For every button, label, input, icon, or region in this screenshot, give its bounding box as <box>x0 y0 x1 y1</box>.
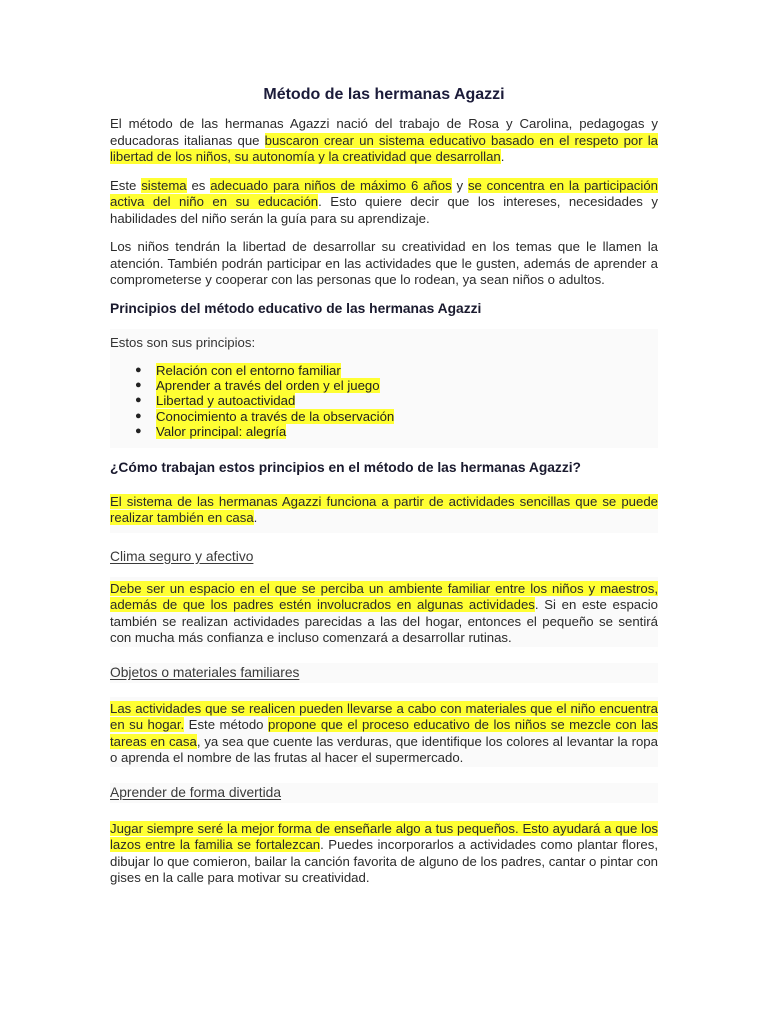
page-title: Método de las hermanas Agazzi <box>263 86 505 103</box>
highlighted-text: se concentra en la participación activa del niño en su educación <box>110 177 659 209</box>
intro-paragraph <box>110 116 658 166</box>
highlighted-text: Jugar siempre seré la mejor forma de enseñarle algo a tus pequeños. Esto ayudará a que los lazos entre la familia se fortalezcan <box>110 820 658 853</box>
highlighted-text: Debe ser un espacio en el que se perciba un ambiente familiar entre los niños y maestros, además de que los padres estén involucrados en algunas actividades <box>110 580 658 613</box>
how-box <box>110 494 658 533</box>
highlighted-text: adecuado para niños de máximo 6 años <box>210 177 452 193</box>
highlighted-text: sistema <box>141 177 187 193</box>
bullet-icon: ● <box>135 425 142 438</box>
principles-box <box>110 329 658 448</box>
text-span: . <box>253 510 258 526</box>
list-item <box>135 378 658 393</box>
highlighted-text: Las actividades que se realicen pueden llevarse a cabo con materiales que el niño encuentra en su hogar. <box>110 700 658 733</box>
bullet-icon: ● <box>135 394 142 407</box>
list-item <box>135 409 658 424</box>
list-item-label: Conocimiento a través de la observación <box>156 408 395 424</box>
objetos-box <box>110 697 658 767</box>
list-item-label: Valor principal: alegría <box>156 424 287 440</box>
text-span: , ya sea que cuente las verduras, que identifique los colores al levantar la ropa o aprenda el nombre de las frutas al hacer el supermercado. <box>110 733 658 766</box>
bullet-icon: ● <box>135 409 142 422</box>
bullet-icon: ● <box>135 378 142 391</box>
list-item-label: Relación con el entorno familiar <box>156 362 341 378</box>
text-span: . Puedes incorporarlos a actividades como plantar flores, dibujar lo que comieron, bailar la canción favorita de alguno de los padres, cantar o pintar con gises en la calle para motivar su creatividad. <box>110 837 658 886</box>
how-paragraph <box>110 494 658 527</box>
principles-list <box>110 363 658 440</box>
clima-box <box>110 577 658 647</box>
freedom-paragraph: Los niños tendrán la libertad de desarrollar su creatividad en los temas que le llamen la atención. También podrán participar en las actividades que le gusten, además de aprender a comprometerse y cooperar con las personas que lo rodean, ya sean niños o adultos. <box>110 239 658 287</box>
list-item-label: Libertad y autoactividad <box>156 393 296 409</box>
principles-intro: Estos son sus principios: <box>110 334 256 350</box>
list-item <box>135 363 658 378</box>
list-item <box>135 393 658 408</box>
text-span: es <box>186 177 211 193</box>
text-span: . Esto quiere decir que los intereses, necesidades y habilidades del niño serán la guía para su aprendizaje. <box>110 194 658 226</box>
subheading-clima: Clima seguro y afectivo <box>110 548 254 564</box>
subheading-divertida: Aprender de forma divertida <box>110 783 658 803</box>
list-item <box>135 424 658 439</box>
list-item-label: Aprender a través del orden y el juego <box>156 377 380 393</box>
how-heading: ¿Cómo trabajan estos principios en el método de las hermanas Agazzi? <box>110 459 581 475</box>
text-span: El método de las hermanas Agazzi nació del trabajo de Rosa y Carolina, pedagogas y educadoras italianas que <box>110 116 658 148</box>
clima-paragraph <box>110 581 658 647</box>
bullet-icon: ● <box>135 363 142 376</box>
text-span: Este método <box>184 717 268 733</box>
system-paragraph <box>110 178 658 228</box>
subheading-objetos: Objetos o materiales familiares <box>110 663 658 683</box>
highlighted-text: buscaron crear un sistema educativo basado en el respeto por la libertad de los niños, su autonomía y la creatividad que desarrollan <box>110 132 658 164</box>
divertida-paragraph <box>110 821 658 887</box>
divertida-box <box>110 817 658 887</box>
objetos-paragraph <box>110 701 658 767</box>
principles-heading: Principios del método educativo de las hermanas Agazzi <box>110 300 482 316</box>
text-span: Este <box>110 177 142 193</box>
document-content <box>110 84 658 887</box>
text-span: . Si en este espacio también se realizan actividades parecidas a las del hogar, entonces el pequeño se sentirá con mucha más confianza e incluso comenzará a desarrollar rutinas. <box>110 597 658 646</box>
highlighted-text: propone que el proceso educativo de los niños se mezcle con las tareas en casa <box>110 717 659 749</box>
text-span: . <box>500 149 505 164</box>
highlighted-text: El sistema de las hermanas Agazzi funciona a partir de actividades sencillas que se puede realizar también en casa <box>110 493 658 526</box>
text-span: y <box>451 177 468 193</box>
